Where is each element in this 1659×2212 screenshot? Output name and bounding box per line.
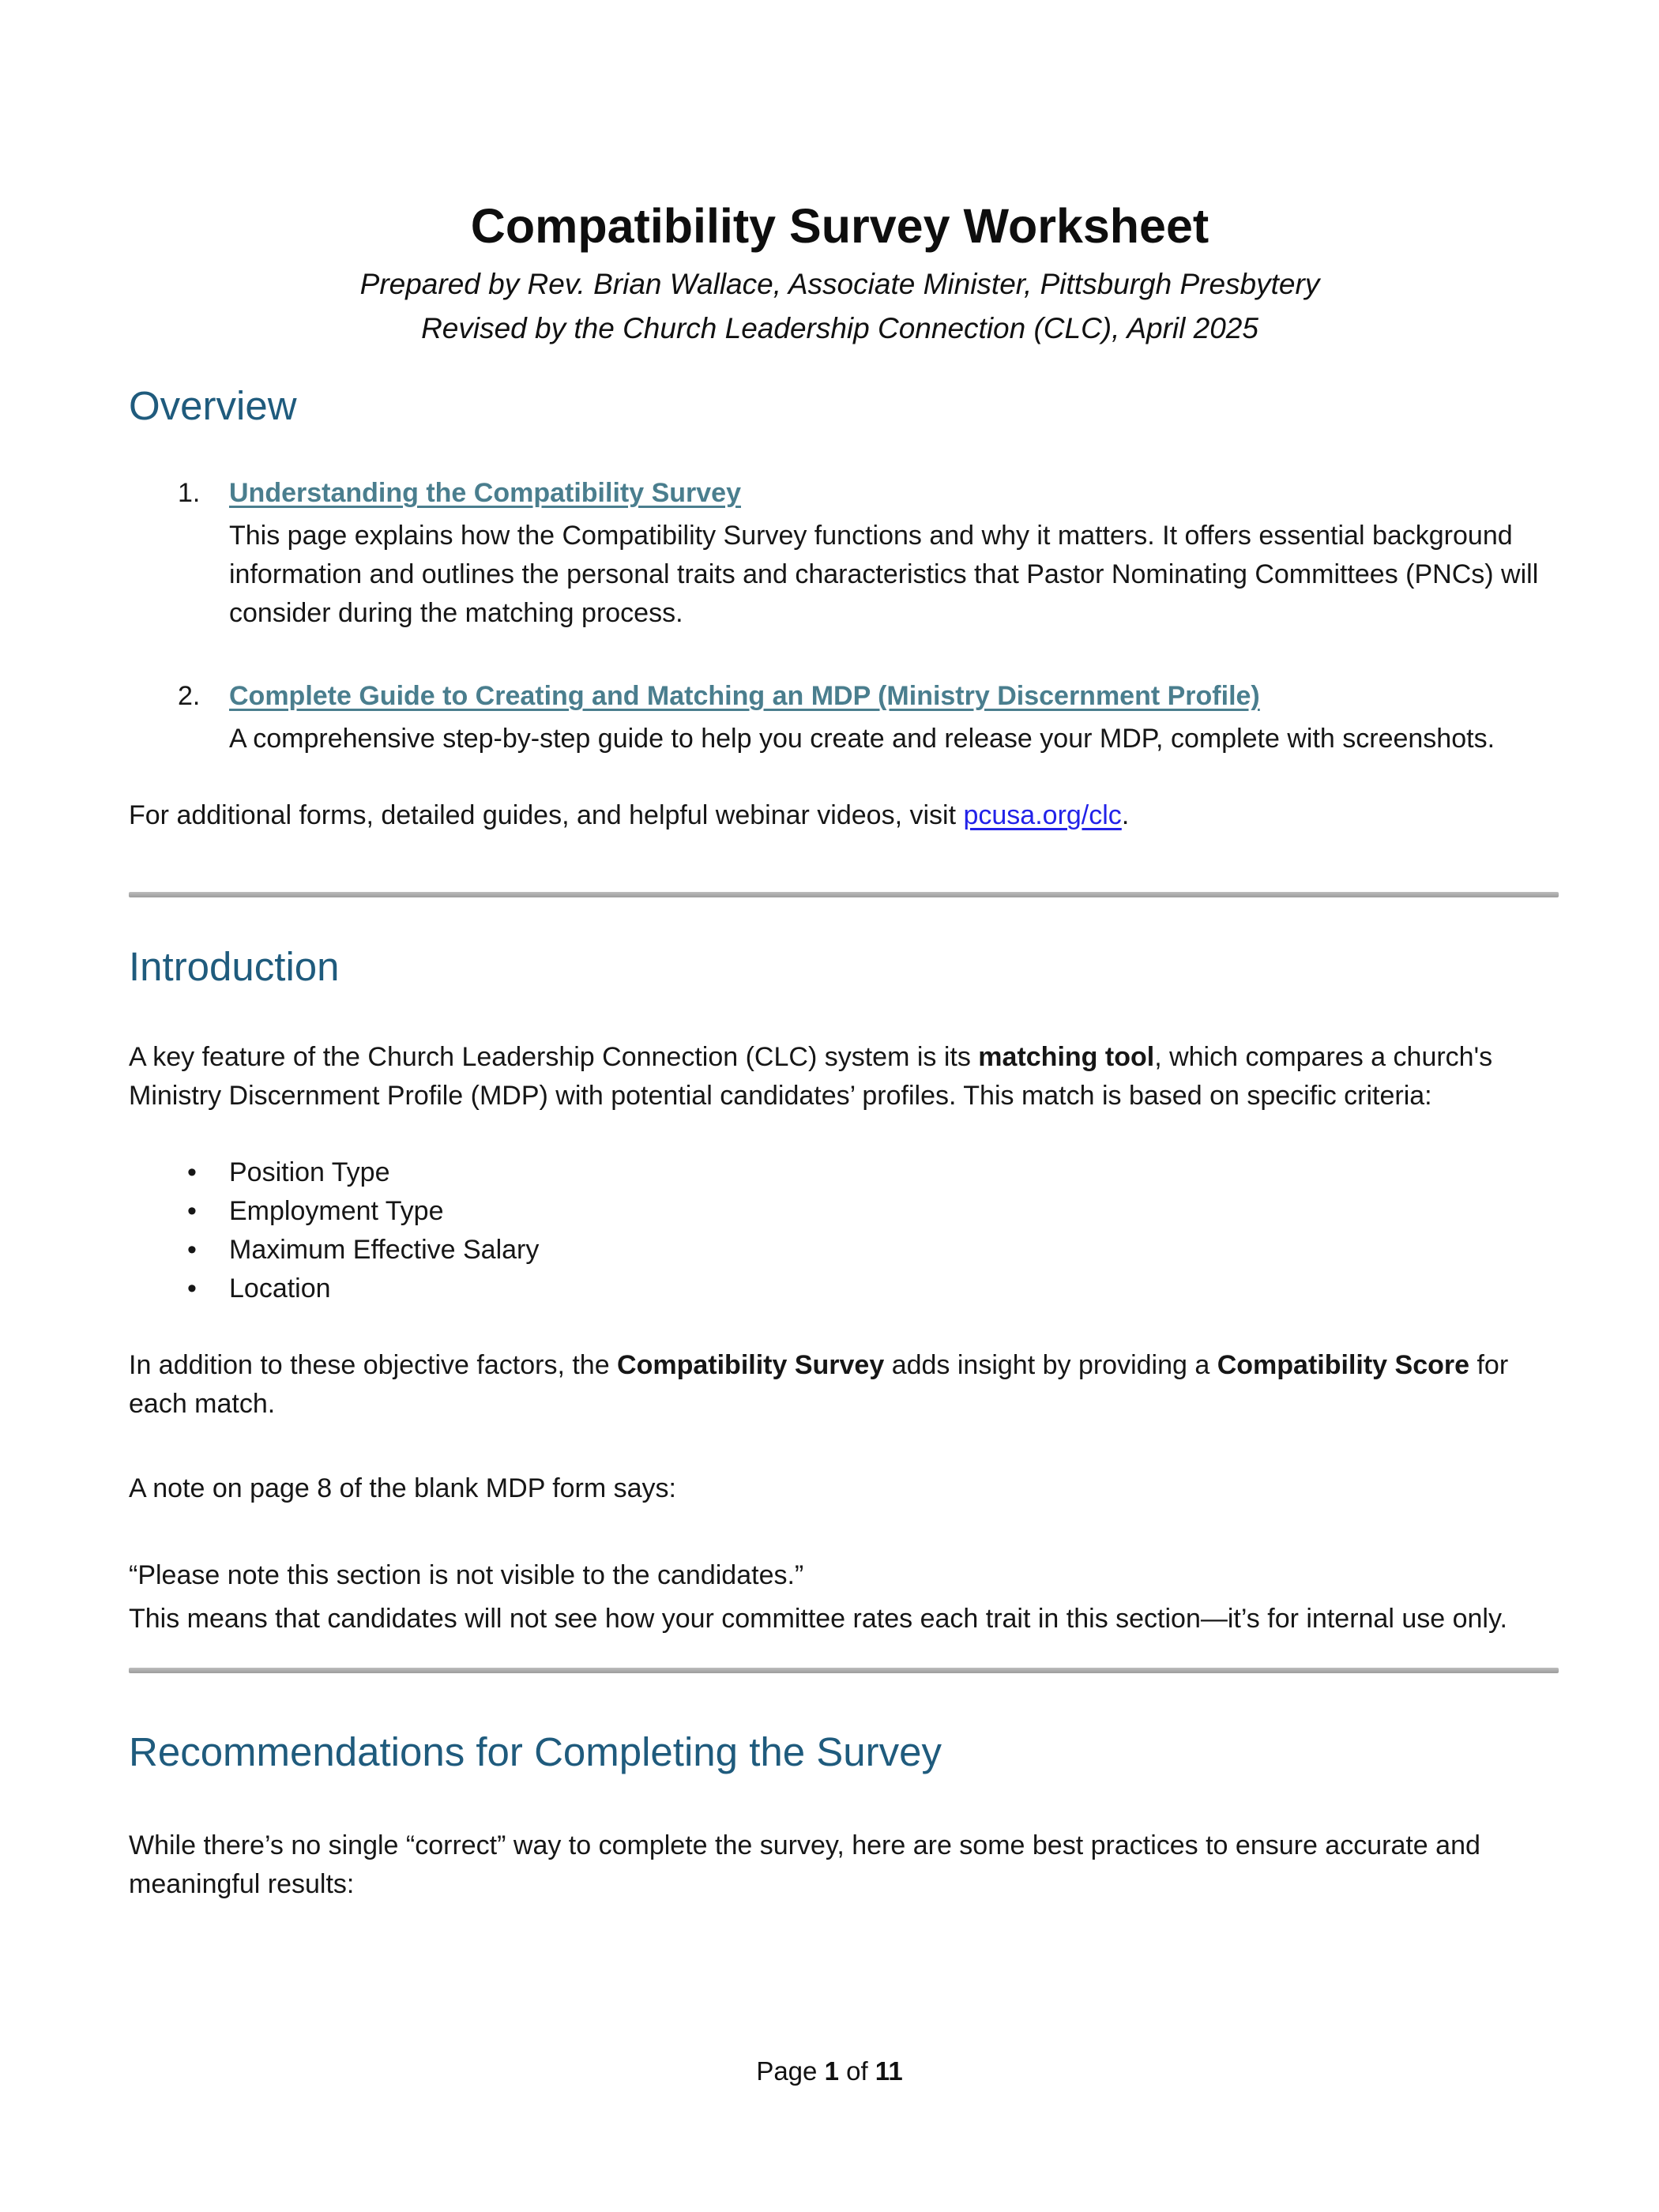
overview-list <box>129 472 1551 758</box>
text-segment: adds insight by providing a <box>884 1350 1217 1380</box>
text-segment: . <box>1121 800 1130 830</box>
text-segment: matching tool <box>978 1042 1155 1072</box>
list-item-body <box>229 472 1551 633</box>
introduction-lead <box>129 1038 1551 1115</box>
recommendations-lead: While there’s no single “correct” way to complete the survey, here are some best practices to ensure accurate and meaningful results: <box>129 1830 1480 1899</box>
quote-line-1: “Please note this section is not visible to the candidates.” <box>129 1560 804 1590</box>
bullet-label: Position Type <box>229 1157 390 1187</box>
subtitle-line-1: Prepared by Rev. Brian Wallace, Associate Minister, Pittsburgh Presbytery <box>359 268 1320 300</box>
overview-footnote <box>129 796 1551 835</box>
footer-page-current: 1 <box>824 2056 839 2086</box>
document-subtitle <box>129 262 1551 351</box>
bullet-item <box>129 1270 1551 1308</box>
mdp-note-intro: A note on page 8 of the blank MDP form says: <box>129 1473 676 1503</box>
bullet-marker: • <box>187 1235 197 1265</box>
pcusa-clc-link[interactable]: pcusa.org/clc <box>963 800 1122 830</box>
section-heading-overview: Overview <box>129 383 297 428</box>
text-segment: Compatibility Survey <box>617 1350 885 1380</box>
bullet-item <box>129 1153 1551 1192</box>
section-divider <box>129 1668 1559 1673</box>
section-heading-recommendations: Recommendations for Completing the Survey <box>129 1729 942 1774</box>
document-title: Compatibility Survey Worksheet <box>470 199 1209 253</box>
footer-page-middle: of <box>838 2056 875 2086</box>
text-segment: for each match. <box>129 1350 1509 1419</box>
footer-page-total: 11 <box>875 2056 903 2086</box>
page-footer <box>0 2054 1659 2089</box>
list-item-body <box>229 675 1551 758</box>
list-number: 2. <box>178 681 201 711</box>
text-segment: Compatibility Score <box>1217 1350 1470 1380</box>
bullet-label: Location <box>229 1273 331 1304</box>
bullet-item <box>129 1192 1551 1231</box>
mdp-note-quote <box>129 1554 1551 1641</box>
list-item <box>129 472 1551 633</box>
link-complete-guide-mdp[interactable]: Complete Guide to Creating and Matching an MDP (Ministry Discernment Profile) <box>229 681 1260 711</box>
footer-page-prefix: Page <box>756 2056 825 2086</box>
introduction-addition <box>129 1346 1551 1424</box>
text-segment: , which compares a church's Ministry Discernment Profile (MDP) with potential candidates’ profiles. This match is based on specific criteria: <box>129 1042 1493 1111</box>
bullet-label: Employment Type <box>229 1196 444 1226</box>
subtitle-line-2: Revised by the Church Leadership Connection (CLC), April 2025 <box>421 312 1258 344</box>
bullet-marker: • <box>187 1157 197 1187</box>
bullet-item <box>129 1231 1551 1270</box>
list-item-text: This page explains how the Compatibility Survey functions and why it matters. It offers essential background information and outlines the personal traits and characteristics that Pastor Nominating Committees (PNCs) will consider during the matching process. <box>229 521 1539 628</box>
bullet-label: Maximum Effective Salary <box>229 1235 540 1265</box>
section-heading-introduction: Introduction <box>129 944 340 989</box>
criteria-bullet-list <box>129 1153 1551 1308</box>
section-divider <box>129 892 1559 897</box>
text-segment: In addition to these objective factors, the <box>129 1350 618 1380</box>
bullet-marker: • <box>187 1196 197 1226</box>
list-item <box>129 675 1551 758</box>
text-segment: For additional forms, detailed guides, and helpful webinar videos, visit <box>129 800 964 830</box>
text-segment: A key feature of the Church Leadership Connection (CLC) system is its <box>129 1042 979 1072</box>
list-item-text: A comprehensive step-by-step guide to help you create and release your MDP, complete with screenshots. <box>229 724 1495 754</box>
bullet-marker: • <box>187 1273 197 1304</box>
list-number: 1. <box>178 478 201 508</box>
quote-line-2: This means that candidates will not see how your committee rates each trait in this section—it’s for internal use only. <box>129 1604 1507 1634</box>
link-understanding-compatibility-survey[interactable]: Understanding the Compatibility Survey <box>229 478 741 508</box>
